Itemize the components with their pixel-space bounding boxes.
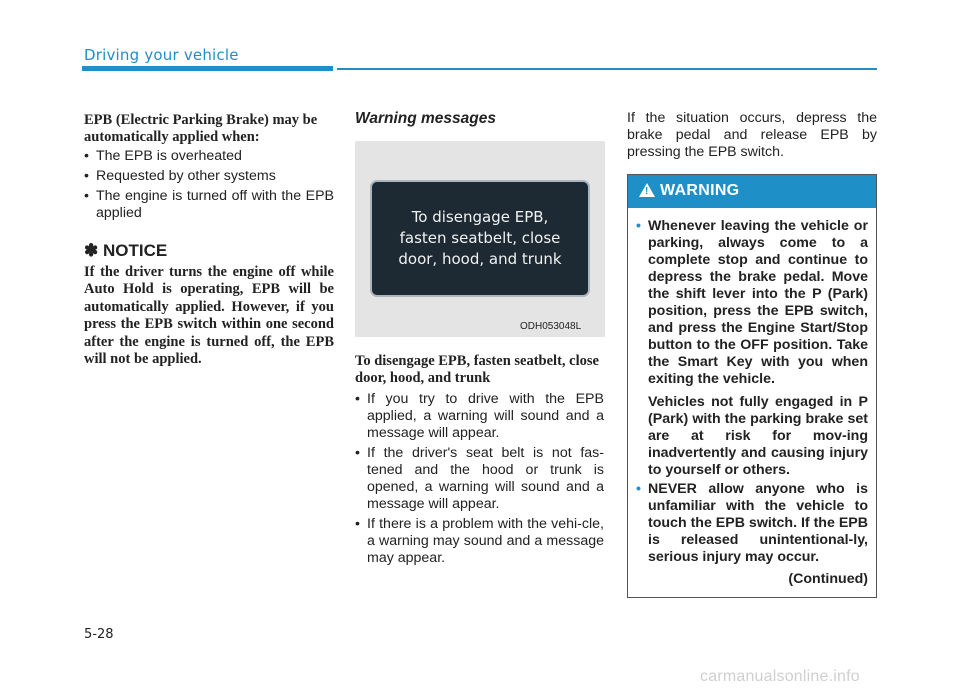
list-item: • If the driver's seat belt is not fas-tened and the hood or trunk is opened, a warning will sound and a message will appear. [355, 445, 604, 513]
header-rule-thin [337, 68, 877, 70]
warning-content [636, 218, 868, 568]
cluster-display-screen [370, 180, 590, 297]
epb-auto-apply-list [84, 148, 334, 225]
warning-item [636, 218, 868, 388]
list-item: • Requested by other systems [84, 168, 334, 185]
watermark: carmanualsonline.info [700, 668, 860, 685]
bullet-icon: • [636, 481, 641, 497]
bullet-icon: • [636, 218, 641, 234]
message-conditions-list [355, 391, 604, 570]
warning-item [636, 481, 868, 566]
notice-title: ✽ NOTICE [84, 241, 168, 260]
epb-auto-apply-lead: EPB (Electric Parking Brake) may be automatically applied when: [84, 112, 318, 145]
figure-code: ODH053048L [520, 321, 582, 332]
warning-label: WARNING [660, 182, 740, 199]
exclamation-icon: ! [645, 186, 649, 197]
warning-item-text: Whenever leaving the vehicle or parking, always come to a complete stop and continue to depress the brake pedal. Move the shift lever into the P (Park) position, press the EPB switch, and press the Engine Start/Stop button to the OFF position. Take the Smart Key with you when exiting the vehicle. [648, 218, 868, 387]
cluster-display-text: To disengage EPB, fasten seatbelt, close door, hood, and trunk [398, 208, 562, 268]
message-subheading: To disengage EPB, fasten seatbelt, close door, hood, and trunk [355, 353, 599, 386]
notice-body: If the driver turns the engine off while Auto Hold is operating, EPB will be automatically applied. However, if you press the EPB switch within one second after the engine is turned off, the EPB will not be applied. [84, 264, 334, 368]
list-item: • If you try to drive with the EPB applied, a warning will sound and a message will appear. [355, 391, 604, 442]
warning-item-text: NEVER allow anyone who is unfamiliar with the vehicle to touch the EPB switch. If the EPB is released unintentional-ly, serious injury may occur. [648, 481, 868, 565]
list-item: • If there is a problem with the vehi-cle, a warning may sound and a message may appear. [355, 516, 604, 567]
list-item: • The engine is turned off with the EPB applied [84, 188, 334, 222]
list-item: • The EPB is overheated [84, 148, 334, 165]
continued-label: (Continued) [788, 571, 868, 587]
header-rule-thick [82, 66, 333, 71]
section-header: Driving your vehicle [84, 46, 239, 64]
page-number: 5-28 [84, 627, 114, 642]
warning-paragraph: Vehicles not fully engaged in P (Park) with the parking brake set are at risk for mov-ing inadvertently and causing injury to yourself or others. [648, 394, 868, 478]
warning-messages-title: Warning messages [355, 110, 496, 127]
situation-instructions: If the situation occurs, depress the brake pedal and release EPB by pressing the EPB switch. [627, 110, 877, 160]
